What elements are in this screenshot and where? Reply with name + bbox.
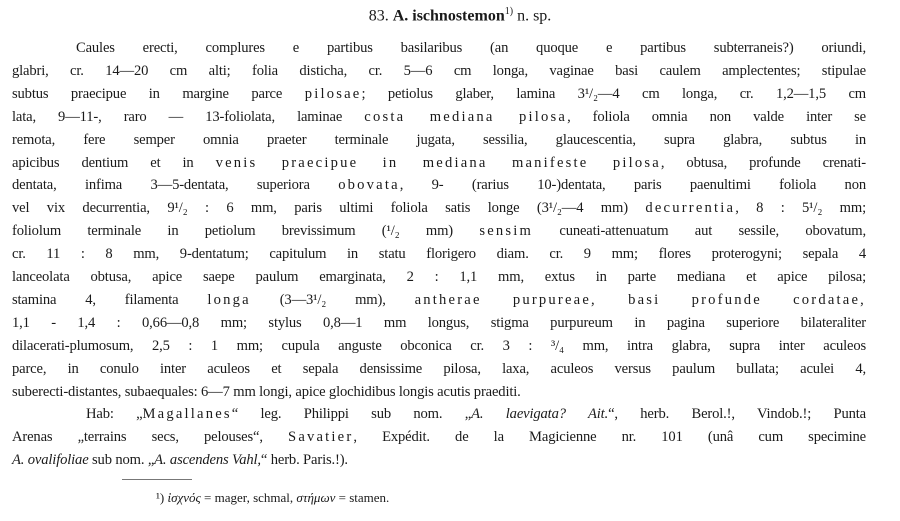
text-segment: stamina 4, filamenta [12, 291, 208, 308]
description-line [12, 83, 866, 106]
text-segment: , foliola omnia non valde inter se [567, 108, 867, 125]
description-line [12, 60, 866, 83]
text-segment: dilacerati-plumosum, 2,5 : 1 mm; cupula anguste obconica cr. 3 : ³/₄ mm, intra glabra, supra inter aculeos [12, 337, 866, 354]
text-segment: glabri, cr. 14—20 cm alti; folia disticha, cr. 5—6 cm longa, vaginae basi caulem amplectentes; stipulae [12, 62, 866, 79]
footnote-marker: ¹) [156, 490, 165, 505]
habitat-line [12, 426, 866, 449]
text-segment: dentata, infima 3—5-dentata, superiora [12, 177, 339, 194]
description-line [12, 129, 866, 152]
habitat-line [86, 403, 866, 426]
description-line [12, 106, 866, 129]
description-line [12, 381, 866, 404]
footnote-greek-term: στήμων [296, 490, 336, 505]
spaced-emphasis: antherae purpureae, basi profunde cordatae, [414, 291, 866, 308]
description-line [12, 220, 866, 243]
text-segment: cr. 11 : 8 mm, 9-dentatum; capitulum in statu florigero diam. cr. 9 mm; flores proterogyni; sepala 4 [12, 246, 866, 263]
text-segment: sub nom. „ [88, 452, 155, 468]
spaced-emphasis: decurrentia [645, 200, 736, 217]
description-line [12, 289, 866, 312]
text-segment: Hab: „ [86, 406, 143, 422]
text-segment: cuneati-attenuatum aut sessile, obovatum, [533, 223, 866, 240]
text-segment: apicibus dentium et in [12, 154, 216, 171]
spaced-emphasis: Savatier [288, 429, 354, 445]
species-number: 83. [368, 7, 389, 25]
species-name: A. ischnostemon [392, 7, 505, 25]
italic-name: A. laevigata? Ait. [471, 406, 609, 422]
text-segment: “, herb. Berol.!, Vindob.!; Punta [608, 406, 866, 422]
species-status: n. sp. [517, 7, 552, 25]
footnote-text: = mager, schmal, [200, 490, 297, 505]
description-line [12, 312, 866, 335]
spaced-emphasis: longa [207, 291, 251, 308]
text-segment: “ herb. Paris.!). [260, 452, 348, 468]
spaced-emphasis: costa mediana pilosa [364, 108, 568, 125]
text-segment: Arenas „terrains secs, pelouses“, [12, 429, 288, 445]
description-line [12, 358, 866, 381]
text-segment: foliolum terminale in petiolum brevissimum (¹/₂ mm) [12, 223, 480, 240]
text-segment: ; petiolus glaber, lamina 3¹/₂—4 cm longa, cr. 1,2—1,5 cm [361, 85, 867, 102]
spaced-emphasis: pilosae [304, 85, 362, 102]
description-line [76, 37, 866, 60]
text-segment: parce, in conulo inter aculeos et sepala densissime pilosa, laxa, aculeos versus paulum bullata; aculei 4, [12, 360, 866, 377]
text-segment: vel vix decurrentia, 9¹/₂ : 6 mm, paris ultimi foliola satis longe (3¹/₂—4 mm) [12, 200, 646, 217]
text-segment: “ leg. Philippi sub nom. „ [231, 406, 472, 422]
spaced-emphasis: venis praecipue in mediana manifeste pilosa [215, 154, 661, 171]
footnote [156, 490, 389, 506]
habitat-line [12, 449, 866, 472]
text-segment: lanceolata obtusa, apice saepe paulum emarginata, 2 : 1,1 mm, extus in parte mediana et apice pilosa; [12, 269, 866, 285]
italic-name: A. ascendens Vahl, [154, 452, 261, 468]
text-segment: subtus praecipue in margine parce [12, 85, 305, 102]
description-line [12, 197, 866, 220]
footnote-divider [122, 479, 192, 480]
footnote-greek-term: ἰσχνός [167, 490, 201, 505]
italic-name: A. ovalifoliae [12, 452, 89, 468]
text-segment: (3—3¹/₂ mm), [250, 291, 415, 308]
text-segment: , Expédit. de la Magicienne nr. 101 (unâ cum specimine [353, 429, 866, 445]
text-segment: lata, 9—11-, raro — 13-foliolata, laminae [12, 108, 365, 125]
species-heading [0, 6, 900, 25]
text-segment: remota, fere semper omnia praeter terminale jugata, sessilia, glaucescentia, supra glabra, subtus in [12, 131, 866, 148]
spaced-emphasis: sensim [479, 223, 534, 240]
description-line [12, 266, 866, 289]
spaced-emphasis: Magallanes [142, 406, 232, 422]
text-segment: 1,1 - 1,4 : 0,66—0,8 mm; stylus 0,8—1 mm longus, stigma purpureum in pagina superiore bilateraliter [12, 314, 866, 331]
text-segment: , obtusa, profunde crenati- [660, 154, 866, 171]
text-segment: , 8 : 5¹/₂ mm; [735, 200, 866, 217]
description-line [12, 152, 866, 175]
text-segment: , 9- (rarius 10-)dentata, paris paenultimi foliola non [399, 177, 866, 194]
description-line [12, 335, 866, 358]
footnote-text: = stamen. [335, 490, 390, 505]
description-line [12, 243, 866, 266]
footnote-reference: 1) [504, 6, 514, 17]
text-segment: Caules erecti, complures e partibus basilaribus (an quoque e partibus subterraneis?) oriundi, [76, 40, 866, 56]
description-line [12, 174, 866, 197]
spaced-emphasis: obovata [338, 177, 400, 194]
text-segment: suberecti-distantes, subaequales: 6—7 mm longi, apice glochidibus longis acutis praediti. [12, 383, 521, 400]
